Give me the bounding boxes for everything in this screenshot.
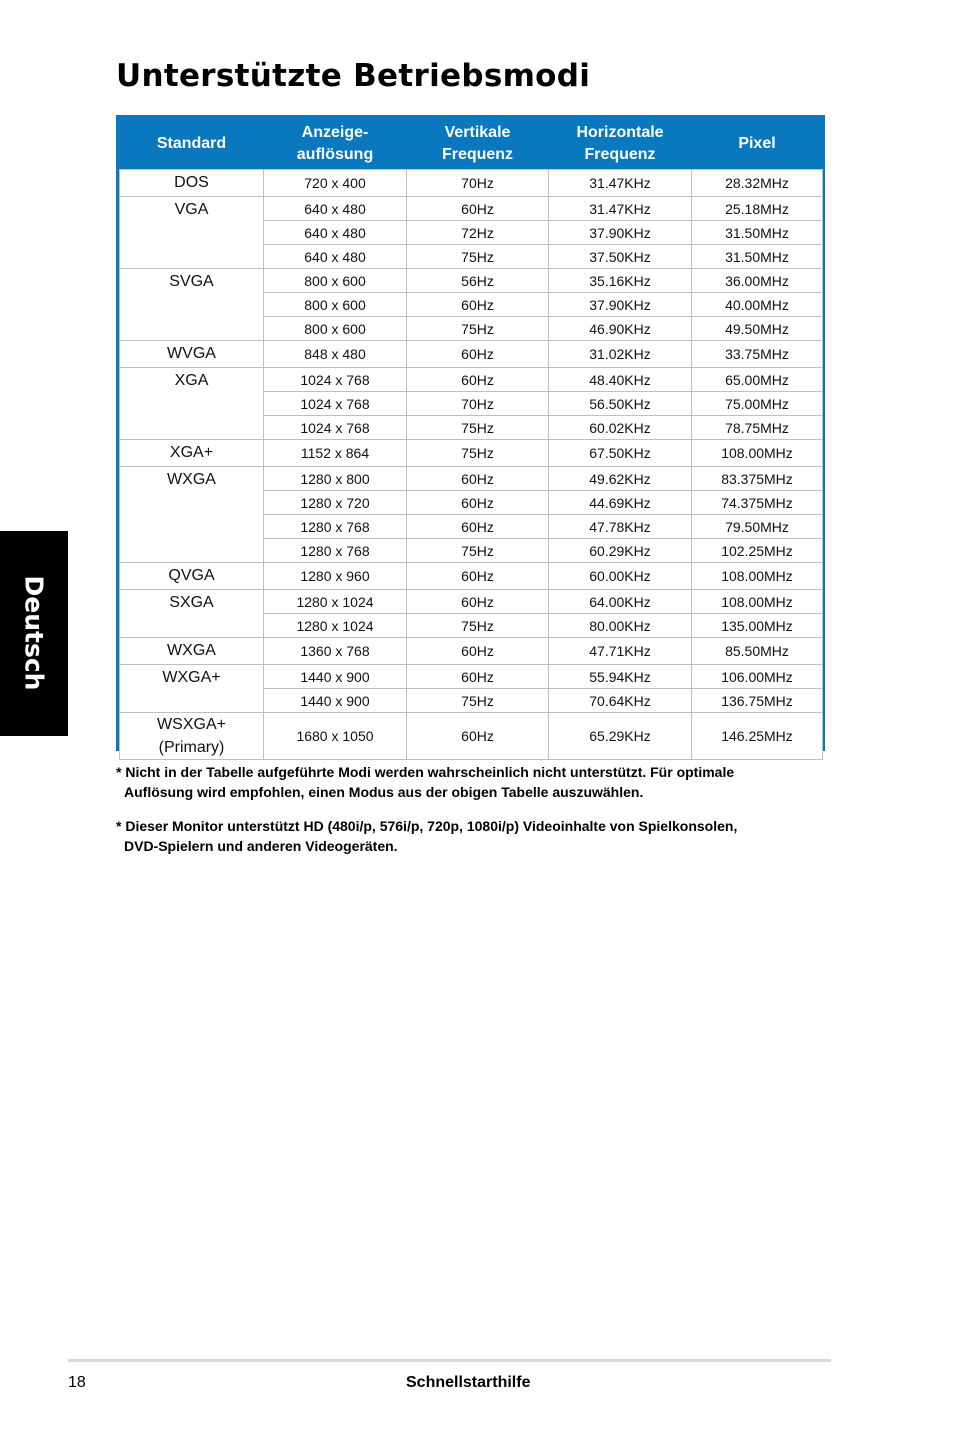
horizontal-frequency-cell: 56.50KHz bbox=[549, 392, 692, 416]
vertical-frequency-cell: 75Hz bbox=[407, 539, 549, 563]
footnote-line: * Dieser Monitor unterstützt HD (480i/p, 576i/p, 720p, 1080i/p) Videoinhalte von Spielkonsolen, bbox=[116, 818, 738, 834]
pixel-clock-cell: 31.50MHz bbox=[692, 221, 823, 245]
vertical-frequency-cell: 60Hz bbox=[407, 491, 549, 515]
vertical-frequency-cell: 60Hz bbox=[407, 563, 549, 590]
resolution-cell: 800 x 600 bbox=[264, 293, 407, 317]
resolution-cell: 1680 x 1050 bbox=[264, 713, 407, 760]
pixel-clock-cell: 49.50MHz bbox=[692, 317, 823, 341]
horizontal-frequency-cell: 46.90KHz bbox=[549, 317, 692, 341]
pixel-clock-cell: 102.25MHz bbox=[692, 539, 823, 563]
vertical-frequency-cell: 75Hz bbox=[407, 689, 549, 713]
horizontal-frequency-cell: 65.29KHz bbox=[549, 713, 692, 760]
pixel-clock-cell: 78.75MHz bbox=[692, 416, 823, 440]
standard-name: WXGA+ bbox=[162, 669, 221, 686]
vertical-frequency-cell: 56Hz bbox=[407, 269, 549, 293]
pixel-clock-cell: 106.00MHz bbox=[692, 665, 823, 689]
horizontal-frequency-cell: 55.94KHz bbox=[549, 665, 692, 689]
vertical-frequency-cell: 75Hz bbox=[407, 416, 549, 440]
page-title: Unterstützte Betriebsmodi bbox=[116, 58, 591, 94]
pixel-clock-cell: 136.75MHz bbox=[692, 689, 823, 713]
standard-name: SXGA bbox=[169, 594, 214, 611]
supported-modes-table bbox=[119, 118, 823, 760]
footnote bbox=[116, 816, 816, 856]
resolution-cell: 1360 x 768 bbox=[264, 638, 407, 665]
table-row bbox=[120, 269, 823, 293]
resolution-cell: 1280 x 720 bbox=[264, 491, 407, 515]
footer-title: Schnellstarthilfe bbox=[406, 1374, 531, 1391]
pixel-clock-cell: 146.25MHz bbox=[692, 713, 823, 760]
vertical-frequency-cell: 75Hz bbox=[407, 440, 549, 467]
table-row bbox=[120, 341, 823, 368]
pixel-clock-cell: 108.00MHz bbox=[692, 563, 823, 590]
header-pixel bbox=[692, 118, 823, 170]
vertical-frequency-cell: 60Hz bbox=[407, 341, 549, 368]
vertical-frequency-cell: 60Hz bbox=[407, 713, 549, 760]
pixel-clock-cell: 85.50MHz bbox=[692, 638, 823, 665]
vertical-frequency-cell: 70Hz bbox=[407, 392, 549, 416]
footnotes bbox=[116, 762, 816, 870]
standard-name: XGA bbox=[174, 372, 209, 389]
horizontal-frequency-cell: 64.00KHz bbox=[549, 590, 692, 614]
horizontal-frequency-cell: 48.40KHz bbox=[549, 368, 692, 392]
standard-cell bbox=[120, 590, 264, 638]
horizontal-frequency-cell: 80.00KHz bbox=[549, 614, 692, 638]
modes-table-frame bbox=[116, 115, 825, 756]
header-standard-line1: Standard bbox=[156, 134, 227, 152]
table-row bbox=[120, 467, 823, 491]
resolution-cell: 800 x 600 bbox=[264, 317, 407, 341]
footer-divider bbox=[68, 1359, 831, 1362]
horizontal-frequency-cell: 35.16KHz bbox=[549, 269, 692, 293]
standard-name: XGA+ bbox=[169, 444, 214, 461]
side-tab-label: Deutsch bbox=[19, 575, 49, 691]
header-horizontal-line2: Frequenz bbox=[584, 145, 656, 163]
resolution-cell: 1280 x 1024 bbox=[264, 614, 407, 638]
resolution-cell: 1280 x 800 bbox=[264, 467, 407, 491]
resolution-cell: 1024 x 768 bbox=[264, 416, 407, 440]
table-row bbox=[120, 590, 823, 614]
footnote-line: DVD-Spielern und anderen Videogeräten. bbox=[124, 838, 398, 854]
vertical-frequency-cell: 60Hz bbox=[407, 467, 549, 491]
table-row bbox=[120, 665, 823, 689]
pixel-clock-cell: 83.375MHz bbox=[692, 467, 823, 491]
table-row bbox=[120, 368, 823, 392]
resolution-cell: 1152 x 864 bbox=[264, 440, 407, 467]
footnote bbox=[116, 762, 816, 802]
footnote-line: * Nicht in der Tabelle aufgeführte Modi werden wahrscheinlich nicht unterstützt. Für optimale bbox=[116, 764, 735, 780]
table-row bbox=[120, 563, 823, 590]
table-row bbox=[120, 170, 823, 197]
pixel-clock-cell: 79.50MHz bbox=[692, 515, 823, 539]
pixel-clock-cell: 108.00MHz bbox=[692, 440, 823, 467]
header-pixel-line1: Pixel bbox=[738, 134, 776, 152]
standard-name: VGA bbox=[174, 201, 209, 218]
resolution-cell: 800 x 600 bbox=[264, 269, 407, 293]
header-vertical-line1: Vertikale bbox=[444, 123, 511, 141]
standard-cell bbox=[120, 467, 264, 563]
vertical-frequency-cell: 60Hz bbox=[407, 293, 549, 317]
standard-cell bbox=[120, 638, 264, 665]
vertical-frequency-cell: 75Hz bbox=[407, 614, 549, 638]
header-resolution-line2: auflösung bbox=[296, 145, 374, 163]
resolution-cell: 640 x 480 bbox=[264, 197, 407, 221]
pixel-clock-cell: 65.00MHz bbox=[692, 368, 823, 392]
header-resolution bbox=[264, 118, 407, 170]
resolution-cell: 1280 x 768 bbox=[264, 539, 407, 563]
standard-cell bbox=[120, 197, 264, 269]
standard-name: QVGA bbox=[168, 567, 215, 584]
table-body bbox=[120, 170, 823, 760]
vertical-frequency-cell: 60Hz bbox=[407, 515, 549, 539]
pixel-clock-cell: 31.50MHz bbox=[692, 245, 823, 269]
resolution-cell: 1440 x 900 bbox=[264, 665, 407, 689]
horizontal-frequency-cell: 60.29KHz bbox=[549, 539, 692, 563]
standard-name: WSXGA+ bbox=[157, 716, 226, 733]
horizontal-frequency-cell: 60.00KHz bbox=[549, 563, 692, 590]
horizontal-frequency-cell: 44.69KHz bbox=[549, 491, 692, 515]
horizontal-frequency-cell: 31.47KHz bbox=[549, 170, 692, 197]
standard-name: SVGA bbox=[169, 273, 214, 290]
standard-cell bbox=[120, 368, 264, 440]
horizontal-frequency-cell: 37.50KHz bbox=[549, 245, 692, 269]
pixel-clock-cell: 40.00MHz bbox=[692, 293, 823, 317]
horizontal-frequency-cell: 31.47KHz bbox=[549, 197, 692, 221]
standard-name: WXGA bbox=[167, 642, 216, 659]
horizontal-frequency-cell: 67.50KHz bbox=[549, 440, 692, 467]
pixel-clock-cell: 74.375MHz bbox=[692, 491, 823, 515]
resolution-cell: 720 x 400 bbox=[264, 170, 407, 197]
vertical-frequency-cell: 60Hz bbox=[407, 665, 549, 689]
pixel-clock-cell: 75.00MHz bbox=[692, 392, 823, 416]
vertical-frequency-cell: 70Hz bbox=[407, 170, 549, 197]
horizontal-frequency-cell: 47.78KHz bbox=[549, 515, 692, 539]
header-vertical-line2: Frequenz bbox=[441, 145, 514, 163]
language-side-tab bbox=[0, 531, 68, 736]
header-resolution-line1: Anzeige- bbox=[301, 123, 369, 141]
table-row bbox=[120, 197, 823, 221]
horizontal-frequency-cell: 60.02KHz bbox=[549, 416, 692, 440]
standard-cell bbox=[120, 563, 264, 590]
pixel-clock-cell: 108.00MHz bbox=[692, 590, 823, 614]
horizontal-frequency-cell: 70.64KHz bbox=[549, 689, 692, 713]
table-header-row bbox=[120, 118, 823, 170]
resolution-cell: 640 x 480 bbox=[264, 221, 407, 245]
horizontal-frequency-cell: 49.62KHz bbox=[549, 467, 692, 491]
resolution-cell: 1280 x 960 bbox=[264, 563, 407, 590]
resolution-cell: 848 x 480 bbox=[264, 341, 407, 368]
horizontal-frequency-cell: 47.71KHz bbox=[549, 638, 692, 665]
standard-subname: (Primary) bbox=[158, 739, 225, 756]
standard-cell bbox=[120, 170, 264, 197]
header-vertical-frequency bbox=[407, 118, 549, 170]
header-horizontal-line1: Horizontale bbox=[576, 123, 664, 141]
pixel-clock-cell: 33.75MHz bbox=[692, 341, 823, 368]
standard-name: DOS bbox=[174, 174, 209, 191]
header-standard bbox=[120, 118, 264, 170]
standard-cell bbox=[120, 665, 264, 713]
resolution-cell: 1024 x 768 bbox=[264, 392, 407, 416]
footnote-line: Auflösung wird empfohlen, einen Modus aus der obigen Tabelle auszuwählen. bbox=[124, 784, 644, 800]
resolution-cell: 1440 x 900 bbox=[264, 689, 407, 713]
vertical-frequency-cell: 60Hz bbox=[407, 197, 549, 221]
vertical-frequency-cell: 60Hz bbox=[407, 368, 549, 392]
resolution-cell: 1280 x 1024 bbox=[264, 590, 407, 614]
vertical-frequency-cell: 72Hz bbox=[407, 221, 549, 245]
standard-cell bbox=[120, 269, 264, 341]
resolution-cell: 1280 x 768 bbox=[264, 515, 407, 539]
resolution-cell: 640 x 480 bbox=[264, 245, 407, 269]
horizontal-frequency-cell: 37.90KHz bbox=[549, 221, 692, 245]
resolution-cell: 1024 x 768 bbox=[264, 368, 407, 392]
table-row bbox=[120, 713, 823, 760]
standard-name: WVGA bbox=[167, 345, 216, 362]
standard-cell bbox=[120, 440, 264, 467]
standard-name: WXGA bbox=[167, 471, 216, 488]
pixel-clock-cell: 36.00MHz bbox=[692, 269, 823, 293]
table-row bbox=[120, 440, 823, 467]
pixel-clock-cell: 135.00MHz bbox=[692, 614, 823, 638]
standard-cell bbox=[120, 341, 264, 368]
page-number: 18 bbox=[68, 1374, 86, 1391]
pixel-clock-cell: 25.18MHz bbox=[692, 197, 823, 221]
horizontal-frequency-cell: 37.90KHz bbox=[549, 293, 692, 317]
pixel-clock-cell: 28.32MHz bbox=[692, 170, 823, 197]
horizontal-frequency-cell: 31.02KHz bbox=[549, 341, 692, 368]
table-row bbox=[120, 638, 823, 665]
standard-cell bbox=[120, 713, 264, 760]
vertical-frequency-cell: 75Hz bbox=[407, 245, 549, 269]
vertical-frequency-cell: 75Hz bbox=[407, 317, 549, 341]
vertical-frequency-cell: 60Hz bbox=[407, 590, 549, 614]
header-horizontal-frequency bbox=[549, 118, 692, 170]
vertical-frequency-cell: 60Hz bbox=[407, 638, 549, 665]
